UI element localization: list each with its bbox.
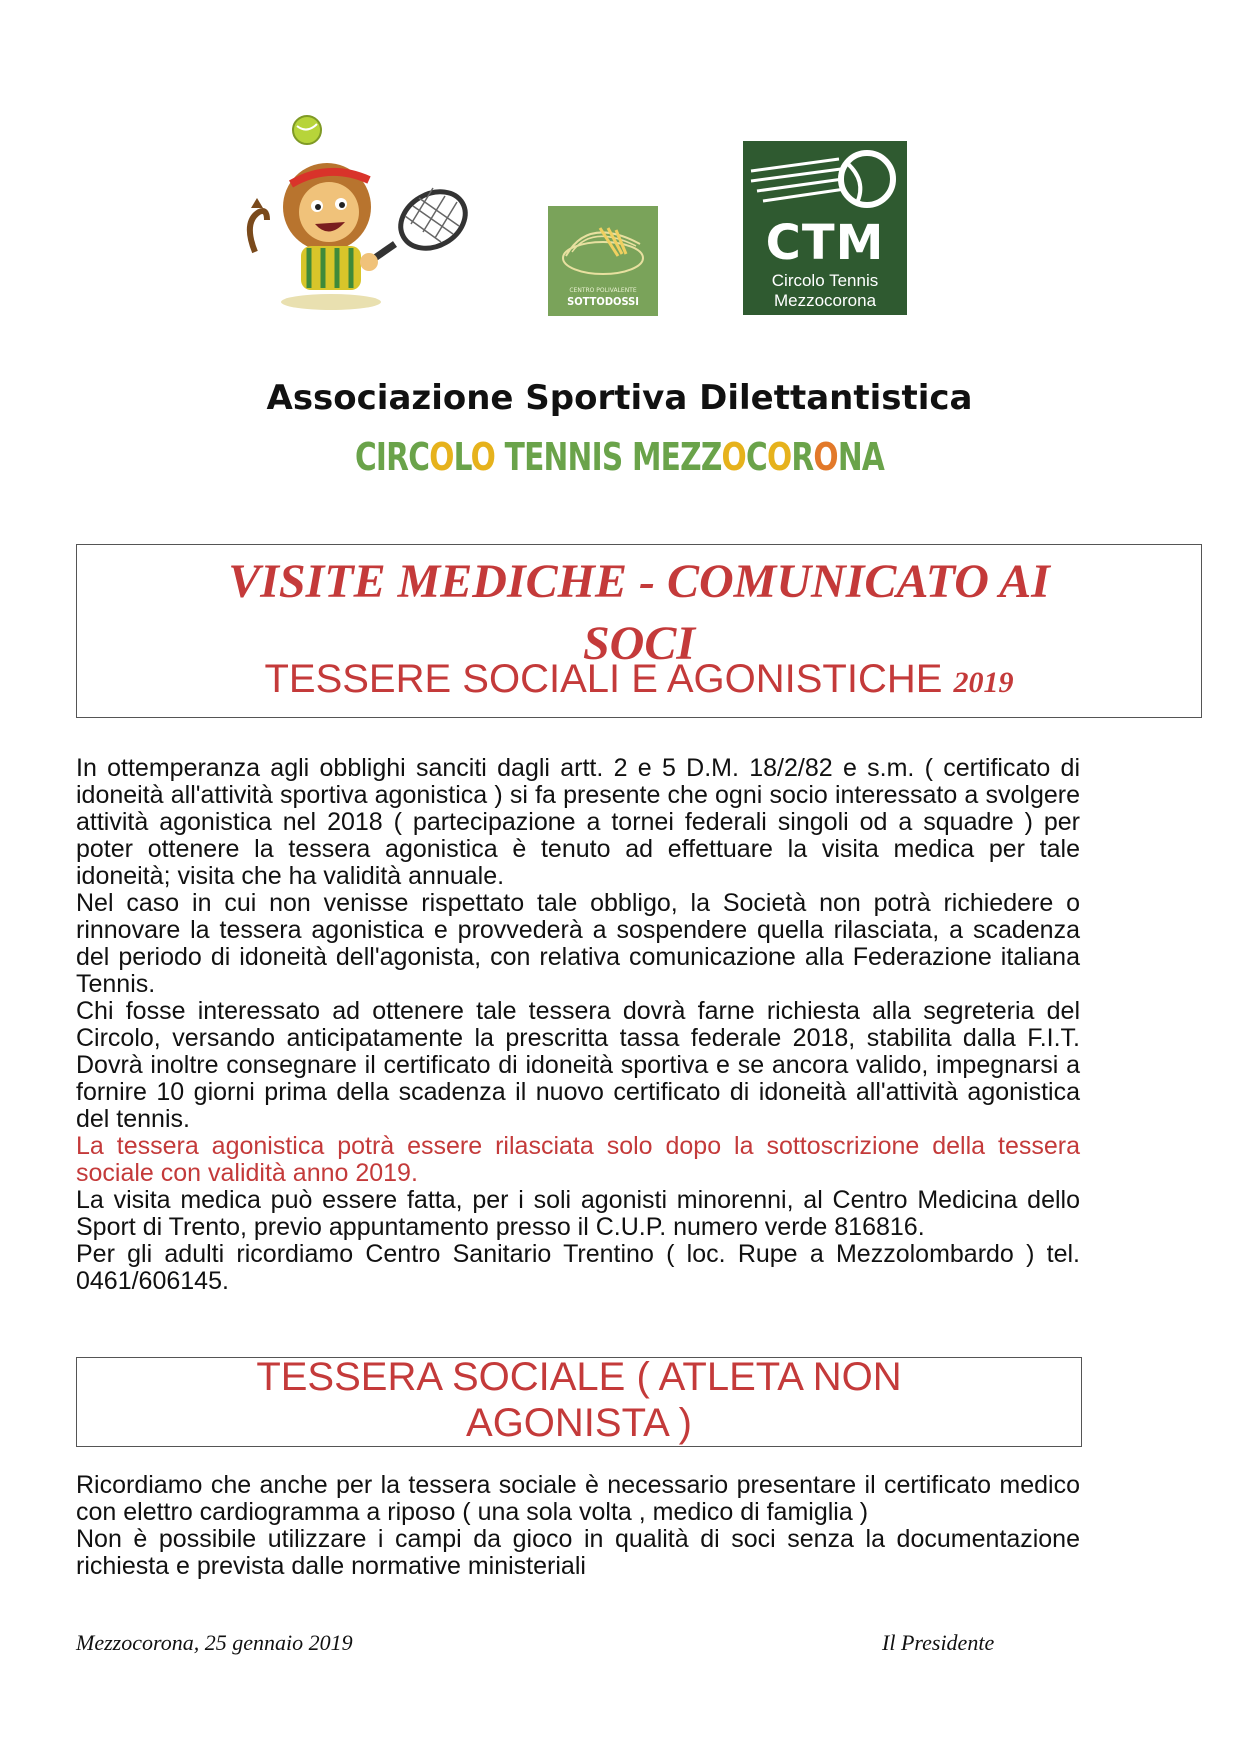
notice-title-line1: VISITE MEDICHE - COMUNICATO AI — [228, 555, 1050, 608]
lion-tennis-mascot-logo — [245, 112, 485, 312]
ctm-line2: Mezzocorona — [773, 291, 877, 310]
tennis-ball-speed-icon — [743, 141, 907, 221]
club-name-part: NA — [837, 435, 885, 479]
paragraph-obligation: Nel caso in cui non venisse rispettato tale obbligo, la Società non potrà richiedere o rinnovare la tessera agonistica e provvederà a sospendere quella rilasciata, a scadenza del periodo di idoneità dell'agonista, con relativa comunicazione alla Federazione italiana Tennis. — [76, 889, 1080, 998]
club-name-part: MEZZ — [631, 435, 722, 479]
paragraph2-fields: Non è possibile utilizzare i campi da gioco in qualità di soci senza la documentazione richiesta e prevista dalle normative ministeriali — [76, 1525, 1080, 1580]
club-name-part: O — [429, 435, 454, 479]
association-name: Associazione Sportiva Dilettantistica — [266, 378, 973, 418]
footer-signature: Il Presidente — [882, 1630, 995, 1655]
notice-subtitle-year: 2019 — [953, 666, 1014, 699]
club-name-part: O — [813, 435, 838, 479]
sottodossi-label: SOTTODOSSI — [567, 295, 639, 308]
paragraph-intro: In ottemperanza agli obblighi sanciti dagli artt. 2 e 5 D.M. 18/2/82 e s.m. ( certificato di idoneità all'attività sportiva agonistica ) si fa presente che ogni socio interessato a svolgere attività agonistica nel 2018 ( partecipazione a tornei federali singoli od a squadre ) per poter ottenere la tessera agonistica è tenuto ad effettuare la visita medica per tale idoneità; visita che ha validità annuale. — [76, 754, 1080, 890]
sports-center-dome-icon — [548, 206, 658, 286]
notice-subtitle — [77, 657, 1201, 702]
paragraph-minors: La visita medica può essere fatta, per i soli agonisti minorenni, al Centro Medicina dello Sport di Trento, previo appuntamento presso il C.U.P. numero verde 816816. — [76, 1186, 1080, 1241]
footer-date: Mezzocorona, 25 gennaio 2019 — [76, 1630, 353, 1655]
club-name-part: C — [745, 435, 767, 479]
notice-title-line2: SOCI — [582, 617, 696, 670]
notice-subtitle-text: TESSERE SOCIALI E AGONISTICHE — [264, 657, 943, 701]
paragraph-adults: Per gli adulti ricordiamo Centro Sanitario Trentino ( loc. Rupe a Mezzolombardo ) tel. 0461/606145. — [76, 1240, 1080, 1295]
social-card-title-line1: TESSERA SOCIALE ( ATLETA NON — [256, 1355, 902, 1399]
ctm-line1: Circolo Tennis — [771, 271, 879, 290]
paragraph2-certificate: Ricordiamo che anche per la tessera sociale è necessario presentare il certificato medico con elettro cardiogramma a riposo ( una sola volta , medico di famiglia ) — [76, 1471, 1080, 1526]
club-name-part: R — [791, 435, 814, 479]
ctm-logo — [743, 141, 907, 315]
ctm-acronym: CTM — [765, 215, 885, 271]
social-card-paragraph — [76, 1472, 1080, 1580]
social-card-title — [77, 1354, 1081, 1446]
sottodossi-small-text: CENTRO POLIVALENTE — [569, 287, 637, 294]
club-name-part: L — [453, 435, 471, 479]
social-card-title-box — [76, 1357, 1082, 1447]
medical-visit-paragraph — [76, 755, 1080, 1295]
club-name — [136, 435, 1102, 479]
paragraph-request: Chi fosse interessato ad ottenere tale tessera dovrà farne richiesta alla segreteria del Circolo, versando anticipatamente la prescritta tassa federale 2018, stabilita dalla F.I.T. Dovrà inoltre consegnare il certificato di idoneità sportiva e se ancora valido, impegnarsi a fornire 10 giorni prima della scadenza il nuovo certificato di idoneità all'attività agonistica del tennis. — [76, 997, 1080, 1133]
sottodossi-logo — [548, 206, 658, 316]
paragraph-red-notice: La tessera agonistica potrà essere rilasciata solo dopo la sottoscrizione della tessera sociale con validità anno 2019. — [76, 1132, 1080, 1187]
notice-title-box — [76, 544, 1202, 718]
club-name-part: TENNIS — [495, 435, 632, 479]
club-name-part: O — [766, 435, 792, 479]
social-card-title-line2: AGONISTA ) — [466, 1401, 692, 1445]
club-name-part: CIRC — [354, 435, 430, 479]
club-name-part: O — [721, 435, 746, 479]
club-name-part: O — [470, 435, 496, 479]
